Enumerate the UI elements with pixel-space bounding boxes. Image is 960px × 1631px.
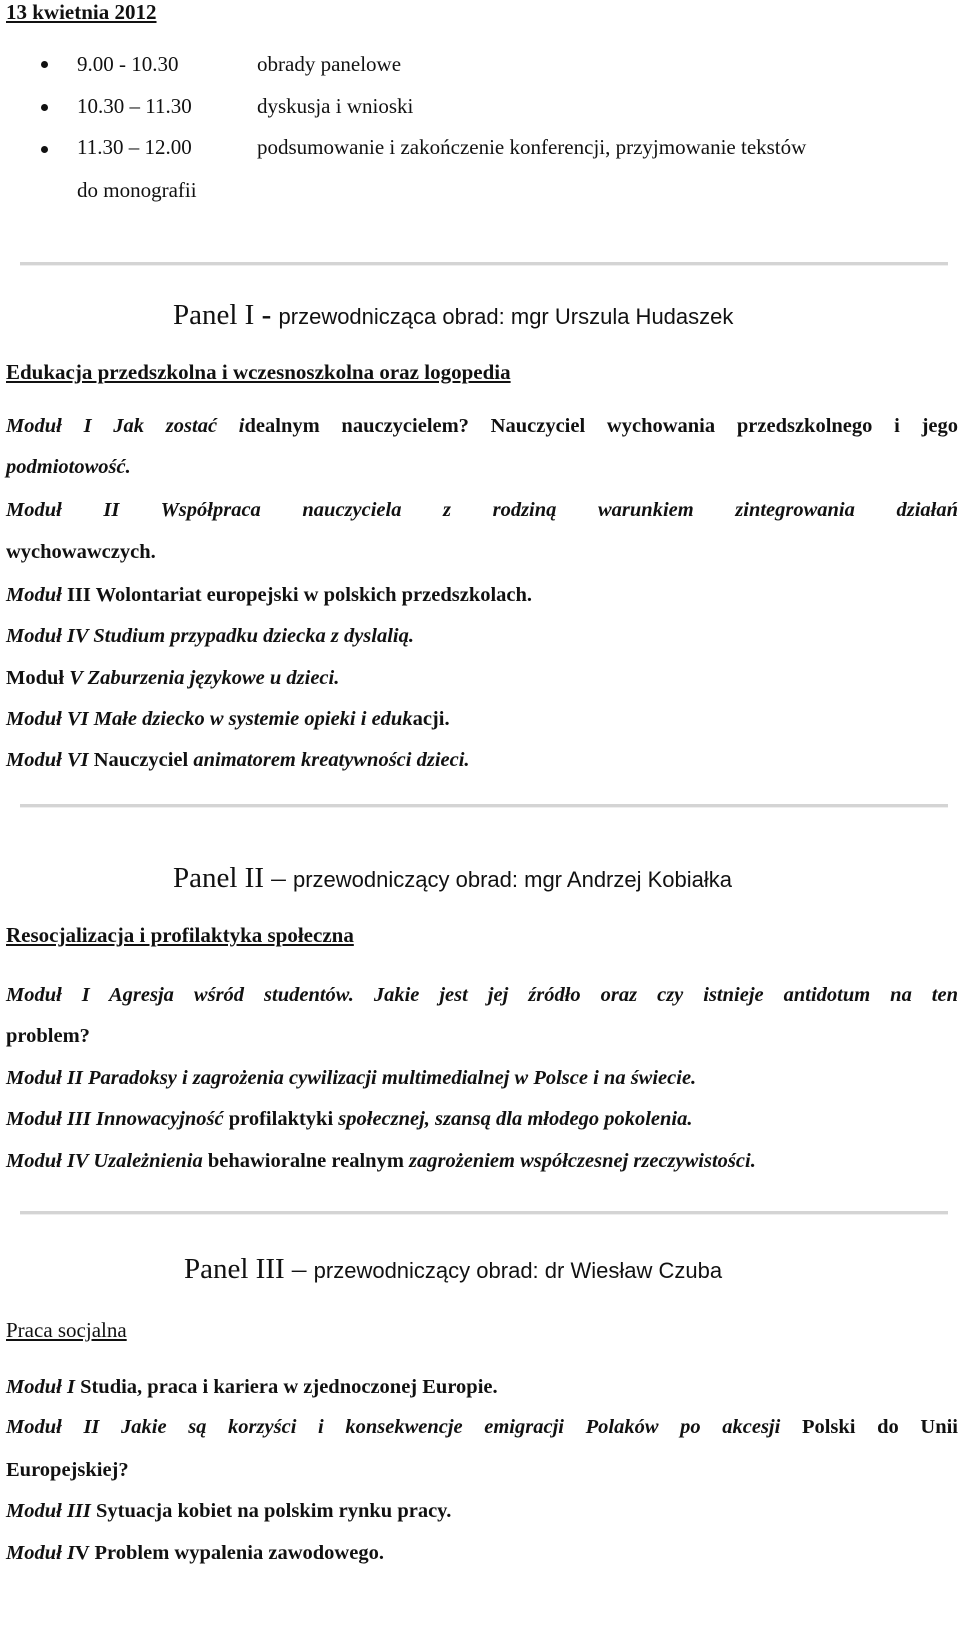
module-text: V Problem wypalenia zawodowego. [74, 1542, 384, 1564]
module-line [6, 584, 532, 607]
module-line [6, 541, 156, 564]
module-text: zagrożeniem współczesnej rzeczywistości. [409, 1150, 756, 1172]
module-text: Europejskiej? [6, 1459, 129, 1481]
module-label: Moduł VI [6, 749, 94, 771]
module-line [6, 1108, 692, 1131]
module-text: profilaktyki [228, 1108, 339, 1130]
module-text: problem? [6, 1025, 90, 1047]
module-text: Sytuacja kobiet na polskim rynku pracy. [96, 1500, 452, 1522]
schedule-desc: obrady panelowe [257, 52, 402, 76]
module-label: Moduł I [6, 1542, 75, 1564]
panel-subtitle: Edukacja przedszkolna i wczesnoszkolna oraz logopedia [6, 360, 511, 384]
schedule-time: 10.30 – 11.30 [77, 94, 192, 118]
module-text: Moduł I Agresja wśród studentów. Jakie jest jej źródło oraz czy istnieje antidotum na ten [6, 984, 958, 1006]
module-line [6, 667, 339, 690]
panel-name: Panel III [184, 1253, 285, 1285]
module-line [6, 456, 131, 479]
module-label: Moduł III Innowacyjność [6, 1108, 229, 1130]
panel-title [173, 299, 733, 332]
schedule-time: 11.30 – 12.00 [77, 135, 192, 159]
date-heading: 13 kwietnia 2012 [6, 0, 157, 24]
panel-dash: - [254, 299, 279, 331]
bullet-icon [41, 104, 48, 111]
module-line [6, 625, 414, 648]
module-line [6, 708, 450, 731]
module-line [6, 1376, 498, 1399]
module-line [6, 749, 470, 772]
module-line [6, 1459, 129, 1482]
module-text: Nauczyciel [93, 749, 194, 771]
panel-dash: – [264, 862, 293, 894]
module-text: acji. [412, 708, 450, 730]
module-text: Moduł II Jakie są korzyści i konsekwencje emigracji Polaków po akcesji [6, 1416, 802, 1438]
panel-chair: przewodniczący obrad: mgr Andrzej Kobiałka [293, 867, 733, 892]
panel-subtitle: Resocjalizacja i profilaktyka społeczna [6, 923, 354, 947]
module-text: wychowawczych. [6, 541, 156, 563]
divider [20, 262, 948, 266]
panel-dash: – [284, 1253, 314, 1285]
module-line [6, 499, 958, 522]
module-label: Moduł [6, 584, 67, 606]
schedule-desc: podsumowanie i zakończenie konferencji, przyjmowanie tekstów [257, 135, 807, 159]
module-line [6, 1500, 451, 1523]
divider [20, 804, 948, 808]
module-line [6, 415, 958, 438]
module-text: Moduł IV Studium przypadku dziecka z dyslalią. [6, 625, 414, 647]
module-label: Moduł IV Uzależnienia [6, 1150, 208, 1172]
panel-chair: przewodnicząca obrad: mgr Urszula Hudaszek [278, 304, 734, 329]
module-line [6, 1416, 958, 1439]
bullet-icon [41, 61, 48, 68]
module-line [6, 1150, 756, 1173]
module-text: Polski do Unii [801, 1416, 958, 1438]
panel-chair: przewodniczący obrad: dr Wiesław Czuba [313, 1258, 723, 1283]
module-text: społecznej, szansą dla młodego pokolenia. [338, 1108, 693, 1130]
bullet-icon [41, 146, 48, 153]
module-line [6, 1025, 90, 1048]
module-label: Moduł [6, 667, 70, 689]
module-line [6, 1067, 696, 1090]
divider [20, 1211, 948, 1215]
module-text: Moduł II Paradoksy i zagrożenia cywilizacji multimedialnej w Polsce i na świecie. [6, 1067, 697, 1089]
module-text: podmiotowość. [6, 456, 131, 478]
panel-name: Panel I [173, 299, 255, 331]
module-text: dealnym nauczycielem? Nauczyciel wychowania przedszkolnego i jego [244, 415, 959, 437]
panel-subtitle: Praca socjalna [6, 1318, 127, 1342]
module-label: Moduł I Jak zostać i [6, 415, 245, 437]
module-text: V Zaburzenia językowe u dzieci. [69, 667, 340, 689]
schedule-time: 9.00 - 10.30 [77, 52, 179, 76]
schedule-desc: dyskusja i wnioski [257, 94, 414, 118]
panel-title [184, 1253, 722, 1286]
module-text: behawioralne realnym [207, 1150, 410, 1172]
module-line [6, 1542, 384, 1565]
panel-name: Panel II [173, 862, 264, 894]
panel-title [173, 862, 732, 895]
module-text: Studia, praca i kariera w zjednoczonej Europie. [80, 1376, 498, 1398]
module-label: Moduł III [6, 1500, 97, 1522]
module-label: Moduł I [6, 1376, 81, 1398]
schedule-continuation: do monografii [77, 178, 197, 202]
module-text: animatorem kreatywności dzieci. [193, 749, 470, 771]
module-text: Moduł VI Małe dziecko w systemie opieki i eduk [6, 708, 413, 730]
module-text: Moduł II Współpraca nauczyciela z rodziną warunkiem zintegrowania działań [6, 499, 958, 521]
module-line [6, 984, 958, 1007]
module-text: III Wolontariat europejski w polskich przedszkolach. [66, 584, 533, 606]
